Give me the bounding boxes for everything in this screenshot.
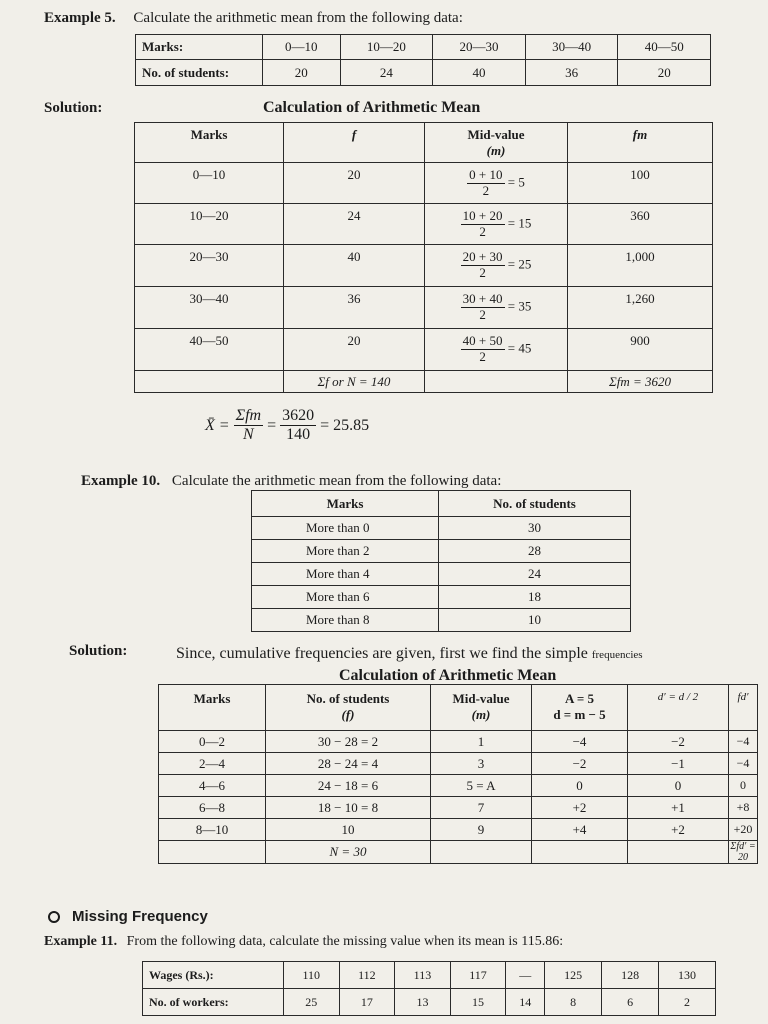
solution-10-sentence: Since, cumulative frequencies are given, first we find the simple [176,645,588,662]
table-row [135,163,713,204]
worker-cell: 15 [450,989,506,1016]
fraction-numerator: 0 + 10 [469,166,503,182]
table-row [135,329,713,371]
students-header: No. of students: [136,60,263,86]
students-cell: 24 [340,60,433,86]
fraction-denominator: N [243,426,254,444]
wages-header: Wages (Rs.): [143,962,284,989]
solution-10-table [158,684,758,864]
marks-cell: 4—6 [159,775,266,797]
total-f: Σf or N = 140 [284,371,425,393]
students-cell: 28 [439,540,631,563]
table-row [159,731,758,753]
marks-cell: 10—20 [135,204,284,245]
marks-cell: 40—50 [135,329,284,371]
wage-cell: 113 [395,962,451,989]
students-cell: 40 [433,60,526,86]
example-5-label: Example 5. [44,10,116,26]
formula-fraction-1 [234,407,264,445]
totals-row [159,841,758,864]
table-row [159,797,758,819]
example-11-label: Example 11. [44,934,118,949]
marks-cell: 30—40 [135,287,284,329]
class-cell: 40—50 [618,35,711,60]
worker-cell: 6 [602,989,659,1016]
mid-cell [425,163,568,204]
marks-cell: More than 8 [252,609,439,632]
example-10-question: Calculate the arithmetic mean from the following data: [171,473,502,489]
col-deviation-label: A = 5 [564,691,595,706]
mid-result: = 5 [507,173,525,189]
col-marks: Marks [135,123,284,163]
f-cell: 36 [284,287,425,329]
worker-cell: 17 [339,989,395,1016]
class-cell: 30—40 [525,35,618,60]
marks-cell: 20—30 [135,245,284,287]
solution-5-label: Solution: [44,100,103,116]
example-5-students-row [136,60,711,86]
missing-frequency-title: Missing Frequency [72,908,208,925]
mean-formula [205,407,369,445]
mid-cell [425,245,568,287]
total-fm: Σfm = 3620 [568,371,713,393]
solution-5-table [134,122,713,393]
fraction-numerator: 40 + 50 [462,333,503,349]
f-cell: 30 − 28 = 2 [266,731,431,753]
mid-fraction [461,334,505,365]
fraction-denominator: 2 [479,223,486,239]
f-cell: 20 [284,329,425,371]
worker-cell: 14 [506,989,545,1016]
totals-empty-cell [159,841,266,864]
fraction-numerator: 30 + 40 [462,291,503,307]
mid-fraction [461,250,505,281]
formula-lhs: X̄ = [205,416,230,434]
students-cell: 20 [618,60,711,86]
marks-cell: 0—2 [159,731,266,753]
mid-result: = 25 [507,256,532,272]
m-cell: 9 [431,819,532,841]
example-11-workers-row [143,989,716,1016]
wage-cell: — [506,962,545,989]
table-row [159,775,758,797]
fm-cell: 100 [568,163,713,204]
f-cell: 18 − 10 = 8 [266,797,431,819]
fraction-numerator: 10 + 20 [462,207,503,223]
fraction-numerator: 3620 [280,407,316,426]
table-row [252,517,631,540]
wage-cell: 112 [339,962,395,989]
students-cell: 36 [525,60,618,86]
fd-cell: −4 [729,753,758,775]
formula-equals: = [267,416,277,434]
col-students: No. of students [439,491,631,517]
col-step-deviation: d′ = d / 2 [628,685,729,731]
worker-cell: 13 [395,989,451,1016]
students-cell: 10 [439,609,631,632]
dd-cell: −2 [628,731,729,753]
fm-cell: 1,260 [568,287,713,329]
fraction-denominator: 2 [479,265,486,280]
fd-cell: −4 [729,731,758,753]
fm-cell: 1,000 [568,245,713,287]
worker-cell: 25 [284,989,340,1016]
fraction-denominator: 2 [479,349,486,364]
example-5-question: Calculate the arithmetic mean from the following data: [133,10,463,26]
col-students-sub: (f) [341,707,355,722]
dd-cell: 0 [628,775,729,797]
table-row [252,609,631,632]
fm-cell: 900 [568,329,713,371]
solution-10-text [176,645,643,663]
col-marks: Marks [159,685,266,731]
fd-cell: +8 [729,797,758,819]
students-cell: 30 [439,517,631,540]
worker-cell: 8 [545,989,602,1016]
fraction-denominator: 140 [286,426,311,444]
table-row [252,563,631,586]
marks-cell: More than 6 [252,586,439,609]
wage-cell: 110 [284,962,340,989]
class-cell: 0—10 [263,35,341,60]
solution-10-header-row [159,685,758,731]
fd-cell: 0 [729,775,758,797]
workers-header: No. of workers: [143,989,284,1016]
dd-cell: +2 [628,819,729,841]
example-5-line [44,10,463,27]
fraction-numerator: Σfm [234,407,264,426]
d-cell: +2 [532,797,628,819]
worker-cell: 2 [659,989,716,1016]
f-cell: 20 [284,163,425,204]
example-11-line [44,934,563,950]
marks-cell: More than 0 [252,517,439,540]
f-cell: 28 − 24 = 4 [266,753,431,775]
fd-cell: +20 [729,819,758,841]
marks-cell: More than 2 [252,540,439,563]
mid-fraction [461,209,505,240]
mid-fraction [467,168,504,199]
col-mid [431,685,532,731]
m-cell: 3 [431,753,532,775]
totals-row [135,371,713,393]
marks-cell: 2—4 [159,753,266,775]
solution-5-header-row [135,123,713,163]
table-row [252,586,631,609]
col-deviation [532,685,628,731]
dd-cell: −1 [628,753,729,775]
total-n: N = 30 [266,841,431,864]
m-cell: 1 [431,731,532,753]
example-10-label: Example 10. [81,473,161,489]
mid-cell [425,287,568,329]
formula-result: = 25.85 [320,416,370,434]
totals-empty-cell [135,371,284,393]
table-row [135,245,713,287]
totals-empty-cell [532,841,628,864]
marks-cell: More than 4 [252,563,439,586]
d-cell: −4 [532,731,628,753]
bullet-icon [48,911,60,923]
wage-cell: 117 [450,962,506,989]
table-row [252,540,631,563]
f-cell: 40 [284,245,425,287]
mid-fraction [461,292,505,323]
solution-10-sentence-tail: frequencies [591,649,643,661]
col-mid-label: Mid-value [452,691,510,706]
fraction-denominator: 2 [482,182,490,198]
example-10-line [81,473,501,490]
example-10-table [251,490,631,632]
totals-empty-cell [431,841,532,864]
wage-cell: 125 [545,962,602,989]
table-row [159,819,758,841]
fm-cell: 360 [568,204,713,245]
col-marks: Marks [252,491,439,517]
table-row [135,204,713,245]
example-11-table [142,961,716,1016]
solution-5-title: Calculation of Arithmetic Mean [263,99,481,116]
totals-empty-cell [628,841,729,864]
col-mid-sub: (m) [471,707,491,722]
d-cell: +4 [532,819,628,841]
table-row [159,753,758,775]
mid-cell [425,329,568,371]
marks-cell: 8—10 [159,819,266,841]
d-cell: −2 [532,753,628,775]
missing-frequency-heading [48,908,208,925]
mid-result: = 35 [507,298,532,314]
example-5-marks-row [136,35,711,60]
col-students-label: No. of students [306,691,390,706]
col-mid-sub: (m) [486,143,506,158]
col-mid-label: Mid-value [467,127,525,142]
f-cell: 24 [284,204,425,245]
m-cell: 5 = A [431,775,532,797]
col-fd: fd′ [729,685,758,731]
col-fm: fm [568,123,713,163]
mid-result: = 15 [507,214,532,230]
m-cell: 7 [431,797,532,819]
students-cell: 20 [263,60,341,86]
d-cell: 0 [532,775,628,797]
total-fd: Σfd′ = 20 [730,841,756,863]
col-f: f [284,123,425,163]
mid-result: = 45 [507,340,532,356]
students-cell: 24 [439,563,631,586]
fraction-numerator: 20 + 30 [462,249,503,265]
class-cell: 20—30 [433,35,526,60]
dd-cell: +1 [628,797,729,819]
f-cell: 24 − 18 = 6 [266,775,431,797]
class-cell: 10—20 [340,35,433,60]
solution-10-title: Calculation of Arithmetic Mean [339,667,557,684]
marks-header: Marks: [136,35,263,60]
example-5-table [135,34,711,86]
fraction-denominator: 2 [479,307,486,322]
example-11-wages-row [143,962,716,989]
col-mid [425,123,568,163]
wage-cell: 130 [659,962,716,989]
example-10-header-row [252,491,631,517]
totals-empty-cell [425,371,568,393]
marks-cell: 0—10 [135,163,284,204]
mid-cell [425,204,568,245]
wage-cell: 128 [602,962,659,989]
col-students [266,685,431,731]
col-deviation-sub: d = m − 5 [553,707,606,722]
solution-10-label: Solution: [69,643,128,659]
formula-fraction-2 [280,407,316,445]
example-11-question: From the following data, calculate the missing value when its mean is 115.86: [126,934,564,949]
students-cell: 18 [439,586,631,609]
table-row [135,287,713,329]
marks-cell: 6—8 [159,797,266,819]
f-cell: 10 [266,819,431,841]
